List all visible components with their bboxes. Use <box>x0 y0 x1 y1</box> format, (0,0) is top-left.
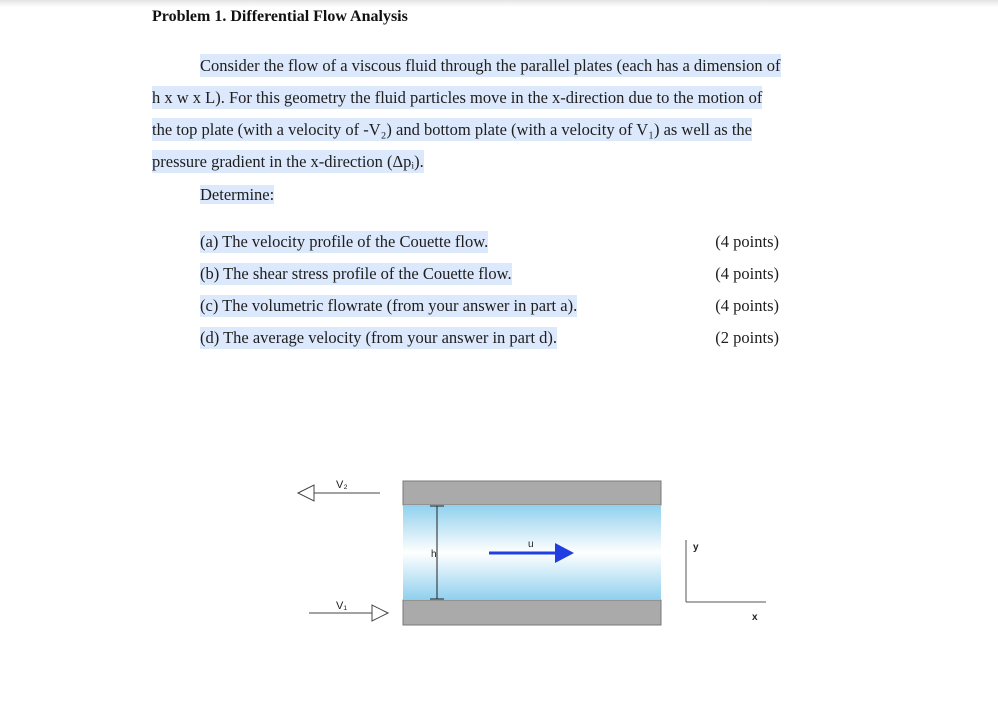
question-text: (d) The average velocity (from your answer in part d). <box>200 328 558 347</box>
paragraph-line-2: h x w x L). For this geometry the fluid particles move in the x-direction due to the motion of <box>152 88 763 107</box>
bottom-plate-velocity-arrow <box>309 605 388 621</box>
axis-y-label: y <box>693 542 699 553</box>
question-points: (2 points) <box>715 328 779 347</box>
question-text: (c) The volumetric flowrate (from your answer in part a). <box>200 296 578 315</box>
question-points: (4 points) <box>715 232 779 251</box>
top-plate <box>403 481 661 505</box>
question-text: (a) The velocity profile of the Couette flow. <box>200 232 489 251</box>
flow-label: u <box>528 539 534 550</box>
bottom-plate <box>403 600 661 625</box>
gap-label: h <box>431 549 437 560</box>
problem-title: Problem 1. Differential Flow Analysis <box>152 8 408 25</box>
top-velocity-label: V₂ <box>336 479 348 491</box>
bottom-velocity-label: V₁ <box>336 600 348 612</box>
paragraph-line-4: pressure gradient in the x-direction (Δpᵢ). <box>152 152 424 171</box>
question-text: (b) The shear stress profile of the Couette flow. <box>200 264 512 283</box>
question-points: (4 points) <box>715 296 779 315</box>
paragraph-line-3: the top plate (with a velocity of -V₂) and bottom plate (with a velocity of V₁) as well as the <box>152 120 752 139</box>
axis-x-label: x <box>752 612 758 623</box>
determine-label: Determine: <box>200 185 275 204</box>
paragraph-line-1: Consider the flow of a viscous fluid through the parallel plates (each has a dimension of <box>200 56 781 75</box>
question-points: (4 points) <box>715 264 779 283</box>
